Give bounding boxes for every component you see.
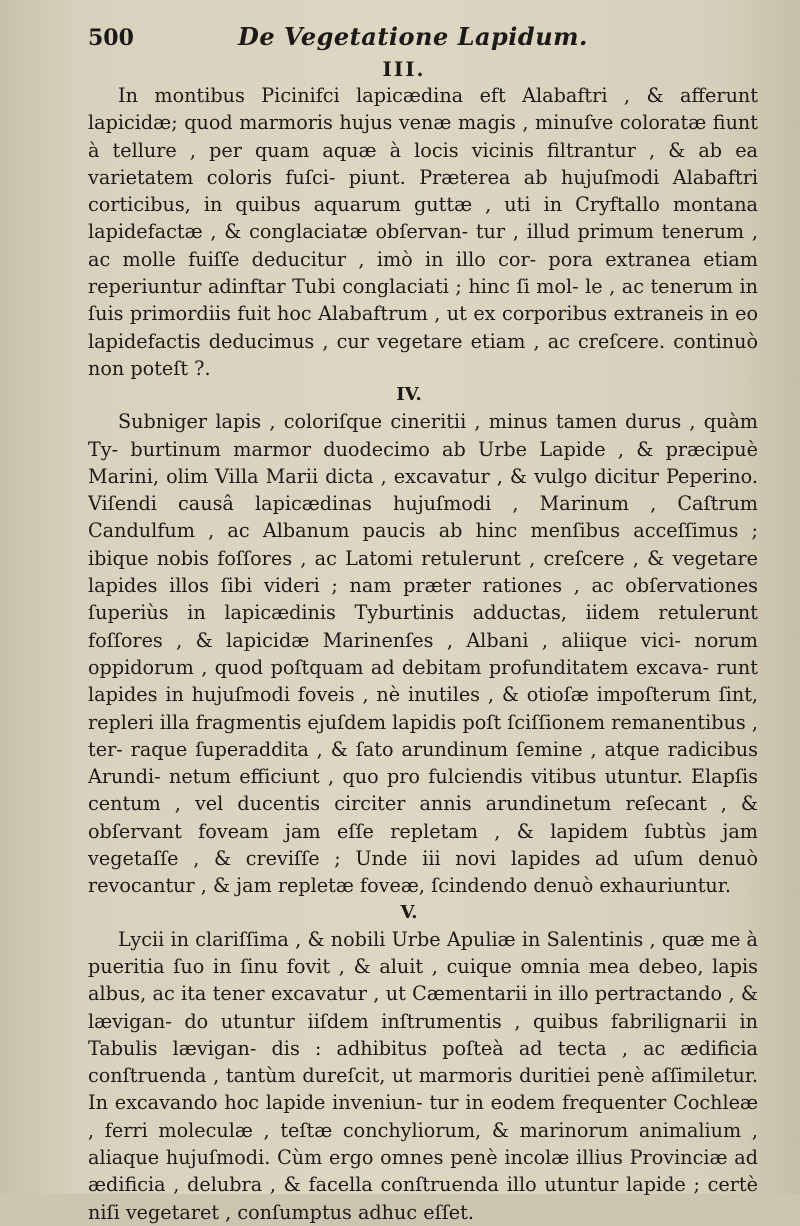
page-number: 500 (88, 25, 134, 51)
page-header (88, 22, 760, 56)
running-title: De Vegetatione Lapidum. (238, 22, 588, 51)
section-number: V. (400, 901, 418, 923)
section-number: III. (382, 57, 426, 81)
section-number: IV. (396, 384, 422, 406)
section-paragraph: Subniger lapis , coloriſque cineritii , minus tamen durus , quàm Ty- burtinum marmor duodecimo ab Urbe Lapide , & præcipuè Marini, olim Villa Marii dicta , excavatur , & vulgo dicitur Peperino. Viſendi causâ lapicædinas hujuſmodi , Marinum , Caſtrum Candulfum , ac Albanum paucis ab hinc menſibus acceſſimus ; ibique nobis foſſores , ac Latomi retulerunt , creſcere , & vegetare lapides illos ſibi videri ; nam præter rationes , ac obſervationes ſuperiùs in lapicædinis Tyburtinis adductas, iidem retulerunt foſſores , & lapicidæ Marinenſes , Albani , aliique vici- norum oppidorum , quod poſtquam ad debitam profunditatem excava- runt lapides in hujuſmodi foveis , nè inutiles , & otioſæ impoſterum ſint, repleri illa fragmentis ejuſdem lapidis poſt ſciſſionem remanentibus , ter- raque ſuperaddita , & ſato arundinum ſemine , atque radicibus Arundi- netum efficiunt , quo pro fulciendis vitibus utuntur. Elapſis centum , vel ducentis circiter annis arundinetum reſecant , & obſervant foveam jam eſſe repletam , & lapidem ſubtùs jam vegetaſſe , & creviſſe ; Unde iii novi lapides ad uſum denuò revocantur , & jam repletæ foveæ, ſcindendo denuò exhauriuntur. (88, 410, 758, 898)
section-paragraph: Lycii in clariſſima , & nobili Urbe Apuliæ in Salentinis , quæ me à pueritia ſuo in ſinu fovit , & aluit , cuique omnia mea debeo, lapis albus, ac ita tener excavatur , ut Cæmentarii in illo pertractando , & lævigan- do utuntur iiſdem inſtrumentis , quibus fabrilignarii in Tabulis lævigan- dis : adhibitus poſteà ad tecta , ac ædificia conſtruenda , tantùm dureſcit, ut marmoris duritiei penè aſſimiletur. In excavando hoc lapide inveniun- tur in eodem frequenter Cochleæ , ferri moleculæ , teſtæ conchyliorum, & marinorum animalium , aliaque hujuſmodi. Cùm ergo omnes penè incolæ illius Provinciæ ad ædificia , delubra , & facella conſtruenda illo utuntur lapide ; certè niſi vegetaret , conſumptus adhuc eſſet. (88, 927, 758, 1224)
section-paragraph: In montibus Picinifci lapicædina eft Alabaftri , & afferunt lapicidæ; quod marmoris hujus venæ magis , minuſve coloratæ fiunt à tellure , per quam aquæ à locis vicinis filtrantur , & ab ea varietatem coloris fuſci- piunt. Præterea ab hujuſmodi Alabaftri corticibus, in quibus aquarum guttæ , uti in Cryftallo montana lapidefactæ , & conglaciatæ obſervan- tur , illud primum tenerum , ac molle fuiſſe deducitur , imò in illo cor- pora extranea etiam reperiuntur adinftar Tubi conglaciati ; hinc ſi mol- le , ac tenerum in ſuis primordiis fuit hoc Alabaftrum , ut ex corporibus extraneis in eo lapidefactis deducimus , cur vegetare etiam , ac creſcere. continuò non poteſt ?. (88, 84, 758, 380)
